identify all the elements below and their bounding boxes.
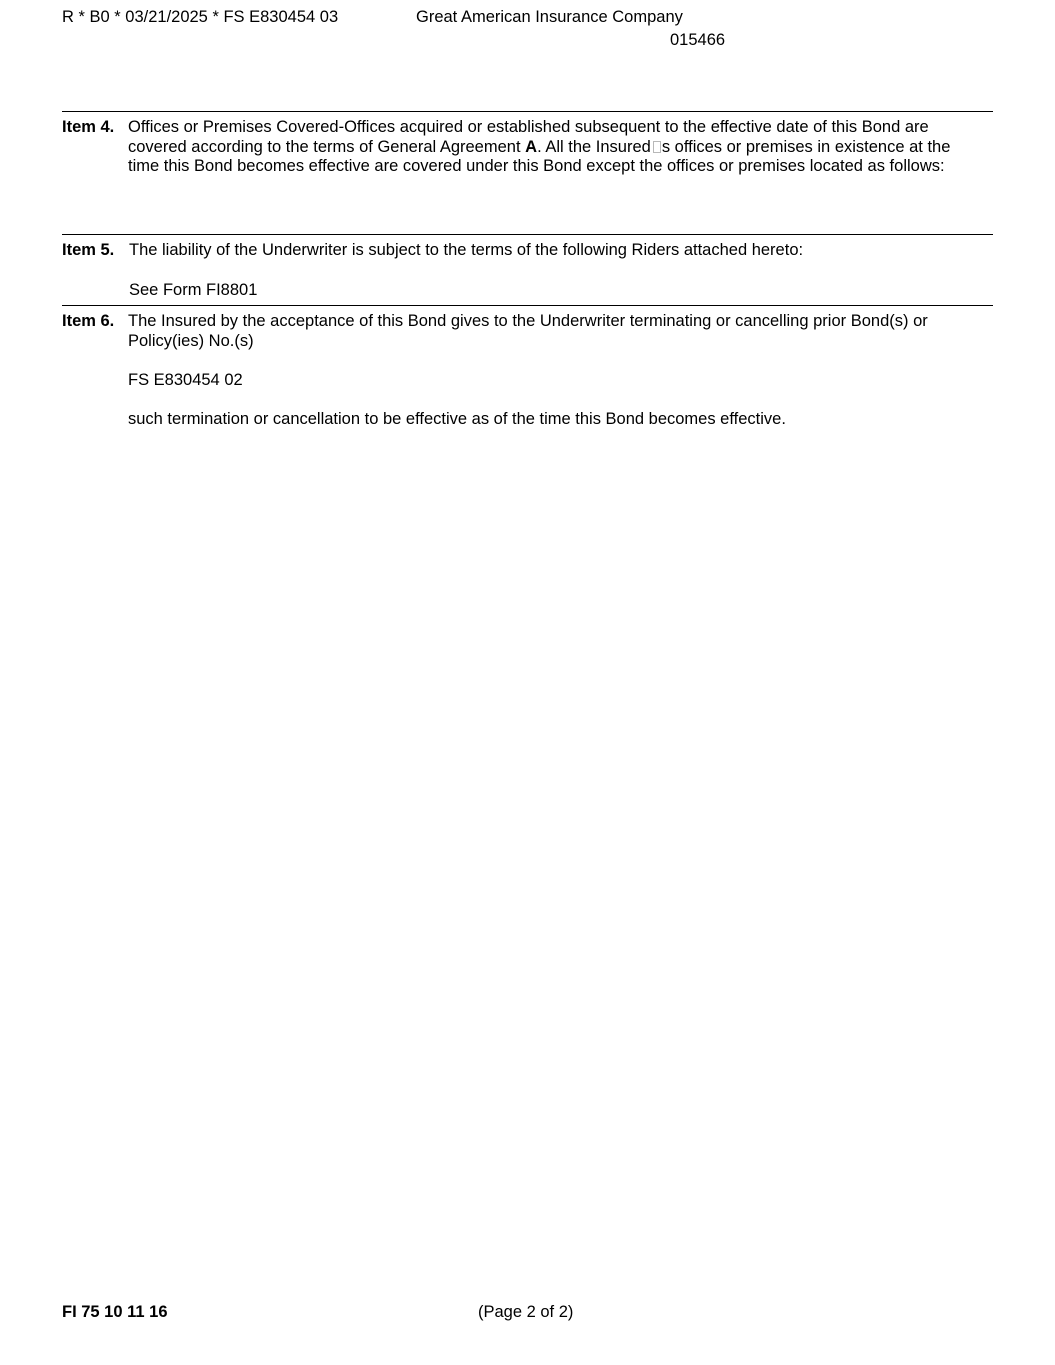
- item4-text-part3: s offices or premises in existence at the time this Bond becomes effective are covered under this Bond except the offices or premises located as follows:: [128, 137, 951, 176]
- page-indicator: (Page 2 of 2): [478, 1303, 574, 1321]
- item5-label: Item 5.: [62, 241, 115, 259]
- prior-policy-number: FS E830454 02: [128, 371, 243, 389]
- form-number: FI 75 10 11 16: [62, 1303, 168, 1321]
- item5-riders: See Form FI8801: [129, 281, 258, 299]
- missing-glyph-icon: [653, 141, 661, 153]
- item5-text: The liability of the Underwriter is subject to the terms of the following Riders attached hereto:: [129, 241, 804, 259]
- agreement-letter: A: [525, 137, 538, 156]
- item6-closing: such termination or cancellation to be effective as of the time this Bond becomes effective.: [128, 410, 786, 428]
- item4-text-part1: Offices or Premises Covered-Offices acquired or established subsequent to the effective date of this Bond are covered according to the terms of General Agreement: [128, 118, 929, 156]
- item4-text: [128, 118, 978, 177]
- policy-reference: R * B0 * 03/21/2025 * FS E830454 03: [62, 8, 339, 26]
- item6-text: The Insured by the acceptance of this Bond gives to the Underwriter terminating or cancelling prior Bond(s) or Policy(ies) No.(s): [128, 312, 928, 350]
- divider-item6: [62, 305, 993, 306]
- item4-label: Item 4.: [62, 118, 115, 136]
- divider-item5: [62, 234, 993, 235]
- company-name: Great American Insurance Company: [416, 8, 683, 26]
- divider-item4: [62, 111, 993, 112]
- company-code: 015466: [670, 31, 726, 49]
- item6-label: Item 6.: [62, 312, 115, 330]
- item4-text-part2: . All the Insured: [537, 137, 651, 156]
